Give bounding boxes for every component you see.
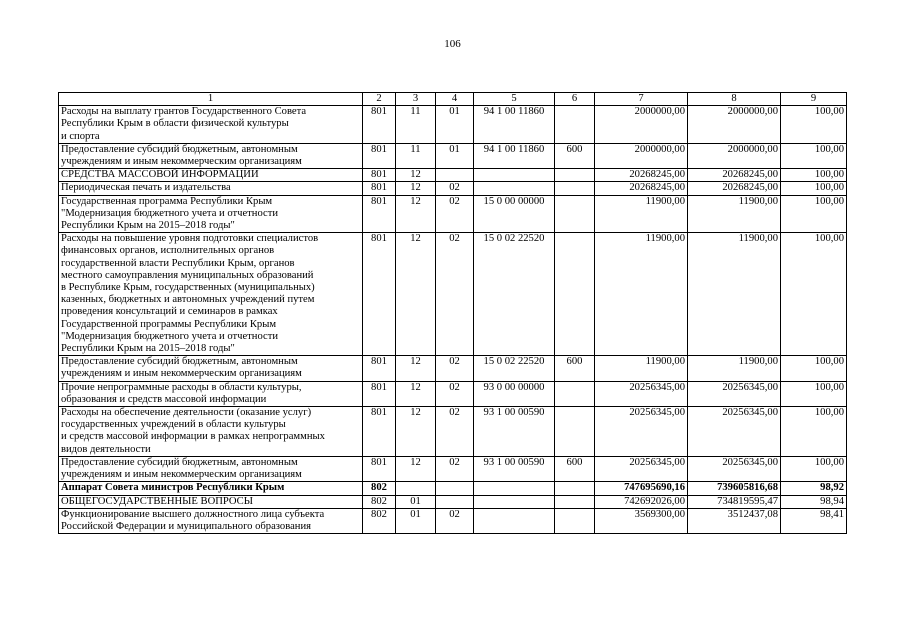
percent-cell: 100,00 <box>781 407 847 457</box>
executed-amount-cell: 739605816,68 <box>688 482 781 495</box>
kbk-code-cell: 801 <box>363 381 396 406</box>
table-row <box>59 508 847 533</box>
executed-amount-cell: 11900,00 <box>688 356 781 381</box>
expense-type-cell <box>555 182 595 195</box>
executed-amount-cell: 11900,00 <box>688 233 781 356</box>
planned-amount-cell: 20256345,00 <box>595 407 688 457</box>
subsection-code-cell: 02 <box>436 508 474 533</box>
kbk-code-cell: 802 <box>363 495 396 508</box>
percent-cell: 98,41 <box>781 508 847 533</box>
section-code-cell: 12 <box>396 381 436 406</box>
table-row <box>59 482 847 495</box>
table-row <box>59 381 847 406</box>
expense-type-cell <box>555 169 595 182</box>
subsection-code-cell: 02 <box>436 182 474 195</box>
table-row <box>59 356 847 381</box>
planned-amount-cell: 2000000,00 <box>595 106 688 144</box>
subsection-code-cell: 02 <box>436 456 474 481</box>
section-code-cell: 12 <box>396 233 436 356</box>
section-code-cell: 12 <box>396 195 436 233</box>
kbk-code-cell: 801 <box>363 356 396 381</box>
subsection-code-cell <box>436 482 474 495</box>
planned-amount-cell: 11900,00 <box>595 195 688 233</box>
column-header: 1 <box>59 93 363 106</box>
subsection-code-cell: 01 <box>436 143 474 168</box>
planned-amount-cell: 20256345,00 <box>595 456 688 481</box>
section-code-cell: 12 <box>396 169 436 182</box>
kbk-code-cell: 802 <box>363 482 396 495</box>
kbk-code-cell: 801 <box>363 233 396 356</box>
executed-amount-cell: 11900,00 <box>688 195 781 233</box>
planned-amount-cell: 20256345,00 <box>595 381 688 406</box>
target-article-cell: 93 0 00 00000 <box>474 381 555 406</box>
executed-amount-cell: 3512437,08 <box>688 508 781 533</box>
target-article-cell: 93 1 00 00590 <box>474 456 555 481</box>
table-row <box>59 456 847 481</box>
percent-cell: 98,94 <box>781 495 847 508</box>
expense-type-cell: 600 <box>555 456 595 481</box>
kbk-code-cell: 801 <box>363 195 396 233</box>
table-row <box>59 195 847 233</box>
kbk-code-cell: 801 <box>363 169 396 182</box>
percent-cell: 100,00 <box>781 195 847 233</box>
planned-amount-cell: 11900,00 <box>595 356 688 381</box>
column-header: 6 <box>555 93 595 106</box>
section-code-cell: 11 <box>396 106 436 144</box>
target-article-cell <box>474 482 555 495</box>
table-row <box>59 495 847 508</box>
executed-amount-cell: 20268245,00 <box>688 169 781 182</box>
table-row <box>59 143 847 168</box>
percent-cell: 100,00 <box>781 169 847 182</box>
planned-amount-cell: 2000000,00 <box>595 143 688 168</box>
executed-amount-cell: 20256345,00 <box>688 381 781 406</box>
row-name-cell: Расходы на выплату грантов Государственного Совета Республики Крым в области физической культуры и спорта <box>59 106 363 144</box>
target-article-cell: 15 0 00 00000 <box>474 195 555 233</box>
expense-type-cell <box>555 482 595 495</box>
executed-amount-cell: 20256345,00 <box>688 456 781 481</box>
page-number: 106 <box>444 38 461 50</box>
planned-amount-cell: 11900,00 <box>595 233 688 356</box>
target-article-cell: 93 1 00 00590 <box>474 407 555 457</box>
subsection-code-cell <box>436 495 474 508</box>
expense-type-cell <box>555 407 595 457</box>
percent-cell: 98,92 <box>781 482 847 495</box>
subsection-code-cell: 01 <box>436 106 474 144</box>
section-code-cell: 12 <box>396 356 436 381</box>
row-name-cell: Предоставление субсидий бюджетным, автономным учреждениям и иным некоммерческим организациям <box>59 356 363 381</box>
kbk-code-cell: 801 <box>363 456 396 481</box>
table-row <box>59 182 847 195</box>
kbk-code-cell: 801 <box>363 143 396 168</box>
row-name-cell: Государственная программа Республики Крым "Модернизация бюджетного учета и отчетности Республики Крым на 2015–2018 годы" <box>59 195 363 233</box>
row-name-cell: Предоставление субсидий бюджетным, автономным учреждениям и иным некоммерческим организациям <box>59 143 363 168</box>
subsection-code-cell: 02 <box>436 381 474 406</box>
row-name-cell: ОБЩЕГОСУДАРСТВЕННЫЕ ВОПРОСЫ <box>59 495 363 508</box>
planned-amount-cell: 20268245,00 <box>595 182 688 195</box>
expense-type-cell <box>555 495 595 508</box>
row-name-cell: Функционирование высшего должностного лица субъекта Российской Федерации и муниципального образования <box>59 508 363 533</box>
column-header: 3 <box>396 93 436 106</box>
percent-cell: 100,00 <box>781 233 847 356</box>
section-code-cell: 12 <box>396 407 436 457</box>
percent-cell: 100,00 <box>781 106 847 144</box>
target-article-cell: 94 1 00 11860 <box>474 106 555 144</box>
header-row <box>59 93 847 106</box>
kbk-code-cell: 801 <box>363 182 396 195</box>
row-name-cell: СРЕДСТВА МАССОВОЙ ИНФОРМАЦИИ <box>59 169 363 182</box>
target-article-cell: 15 0 02 22520 <box>474 356 555 381</box>
executed-amount-cell: 2000000,00 <box>688 106 781 144</box>
percent-cell: 100,00 <box>781 143 847 168</box>
target-article-cell <box>474 169 555 182</box>
executed-amount-cell: 20256345,00 <box>688 407 781 457</box>
kbk-code-cell: 801 <box>363 407 396 457</box>
budget-table <box>58 92 847 534</box>
executed-amount-cell: 2000000,00 <box>688 143 781 168</box>
target-article-cell: 15 0 02 22520 <box>474 233 555 356</box>
table-row <box>59 407 847 457</box>
expense-type-cell <box>555 381 595 406</box>
section-code-cell: 01 <box>396 495 436 508</box>
executed-amount-cell: 734819595,47 <box>688 495 781 508</box>
subsection-code-cell: 02 <box>436 195 474 233</box>
expense-type-cell: 600 <box>555 143 595 168</box>
target-article-cell <box>474 495 555 508</box>
target-article-cell: 94 1 00 11860 <box>474 143 555 168</box>
row-name-cell: Расходы на повышение уровня подготовки специалистов финансовых органов, исполнительных органов государственной власти Республики Крым, органов местного самоуправления муниципальных образований в Республике Крым, государственных (муниципальных) казенных, бюджетных и автономных учреждений путем проведения консультаций и семинаров в рамках Государственной программы Республики Крым "Модернизация бюджетного учета и отчетности Республики Крым на 2015–2018 годы" <box>59 233 363 356</box>
table-row <box>59 106 847 144</box>
kbk-code-cell: 801 <box>363 106 396 144</box>
column-header: 9 <box>781 93 847 106</box>
subsection-code-cell <box>436 169 474 182</box>
expense-type-cell: 600 <box>555 356 595 381</box>
section-code-cell: 12 <box>396 456 436 481</box>
expense-type-cell <box>555 195 595 233</box>
column-header: 2 <box>363 93 396 106</box>
table-row <box>59 233 847 356</box>
kbk-code-cell: 802 <box>363 508 396 533</box>
subsection-code-cell: 02 <box>436 233 474 356</box>
row-name-cell: Аппарат Совета министров Республики Крым <box>59 482 363 495</box>
row-name-cell: Расходы на обеспечение деятельности (оказание услуг) государственных учреждений в области культуры и средств массовой информации в рамках непрограммных видов деятельности <box>59 407 363 457</box>
section-code-cell <box>396 482 436 495</box>
planned-amount-cell: 3569300,00 <box>595 508 688 533</box>
expense-type-cell <box>555 233 595 356</box>
row-name-cell: Периодическая печать и издательства <box>59 182 363 195</box>
subsection-code-cell: 02 <box>436 356 474 381</box>
row-name-cell: Предоставление субсидий бюджетным, автономным учреждениям и иным некоммерческим организациям <box>59 456 363 481</box>
table-row <box>59 169 847 182</box>
percent-cell: 100,00 <box>781 182 847 195</box>
target-article-cell <box>474 508 555 533</box>
planned-amount-cell: 747695690,16 <box>595 482 688 495</box>
column-header: 4 <box>436 93 474 106</box>
column-header: 5 <box>474 93 555 106</box>
row-name-cell: Прочие непрограммные расходы в области культуры, образования и средств массовой информации <box>59 381 363 406</box>
percent-cell: 100,00 <box>781 456 847 481</box>
percent-cell: 100,00 <box>781 356 847 381</box>
expense-type-cell <box>555 508 595 533</box>
section-code-cell: 12 <box>396 182 436 195</box>
target-article-cell <box>474 182 555 195</box>
section-code-cell: 01 <box>396 508 436 533</box>
percent-cell: 100,00 <box>781 381 847 406</box>
subsection-code-cell: 02 <box>436 407 474 457</box>
executed-amount-cell: 20268245,00 <box>688 182 781 195</box>
column-header: 8 <box>688 93 781 106</box>
planned-amount-cell: 742692026,00 <box>595 495 688 508</box>
expense-type-cell <box>555 106 595 144</box>
planned-amount-cell: 20268245,00 <box>595 169 688 182</box>
column-header: 7 <box>595 93 688 106</box>
section-code-cell: 11 <box>396 143 436 168</box>
